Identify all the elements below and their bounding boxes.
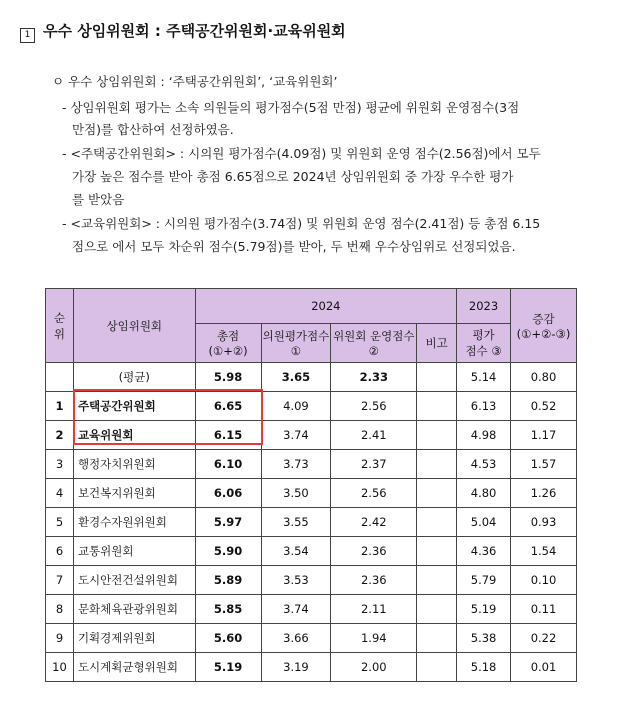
- committee-name-cell: 도시안전건설위원회: [73, 566, 195, 595]
- header-committee: 상임위원회: [73, 289, 195, 363]
- ops-score-cell: 1.94: [331, 624, 417, 653]
- score-2023-cell: 5.79: [457, 566, 511, 595]
- score-2023-cell: 6.13: [457, 392, 511, 421]
- committee-name-cell: 행정자치위원회: [73, 450, 195, 479]
- member-score-cell: 3.55: [261, 508, 331, 537]
- note-cell: [417, 421, 457, 450]
- change-cell: 1.54: [511, 537, 577, 566]
- total-cell: 6.15: [195, 421, 261, 450]
- change-cell: 0.11: [511, 595, 577, 624]
- section-title-text: 우수 상임위원회 : 주택공간위원회·교육위원회: [43, 22, 346, 40]
- member-score-cell: 3.50: [261, 479, 331, 508]
- total-cell: 5.90: [195, 537, 261, 566]
- paragraph-line: - <주택공간위원회> : 시의원 평가점수(4.09점) 및 위원회 운영 점수(2.56점)에서 모두: [62, 146, 541, 161]
- table-row: [46, 450, 577, 479]
- score-2023-cell: 5.38: [457, 624, 511, 653]
- total-cell: 5.85: [195, 595, 261, 624]
- change-cell: 0.52: [511, 392, 577, 421]
- committee-name-cell: 주택공간위원회: [73, 392, 195, 421]
- rank-cell: 2: [46, 421, 74, 450]
- member-score-cell: 3.73: [261, 450, 331, 479]
- table-row: [46, 595, 577, 624]
- change-cell: 0.10: [511, 566, 577, 595]
- member-score-cell: 3.74: [261, 595, 331, 624]
- header-2023: 2023: [457, 289, 511, 324]
- paragraph-line: 가장 높은 점수를 받아 총점 6.65점으로 2024년 상임위원회 중 가장 우수한 평가: [72, 169, 514, 184]
- committee-name-cell: 도시계획균형위원회: [73, 653, 195, 682]
- ops-score-cell: 2.36: [331, 537, 417, 566]
- header-ops-score: 위원회 운영점수 ②: [331, 324, 417, 363]
- score-2023-cell: 4.98: [457, 421, 511, 450]
- paragraph-line: 를 받았음: [72, 192, 125, 207]
- note-cell: [417, 363, 457, 392]
- change-cell: 0.80: [511, 363, 577, 392]
- paragraph-line: - 상임위원회 평가는 소속 의원들의 평가점수(5점 만점) 평균에 위원회 운영점수(3점: [62, 100, 520, 115]
- section-title: [20, 20, 346, 43]
- total-cell: 5.98: [195, 363, 261, 392]
- committee-name-cell: (평균): [73, 363, 195, 392]
- header-rank: 순 위: [46, 289, 74, 363]
- ops-score-cell: 2.33: [331, 363, 417, 392]
- rank-cell: 10: [46, 653, 74, 682]
- note-cell: [417, 566, 457, 595]
- paragraph-line: 만점)를 합산하여 선정하였음.: [72, 122, 234, 137]
- rank-cell: 7: [46, 566, 74, 595]
- member-score-cell: 3.65: [261, 363, 331, 392]
- score-2023-cell: 4.36: [457, 537, 511, 566]
- ops-score-cell: 2.00: [331, 653, 417, 682]
- total-cell: 5.97: [195, 508, 261, 537]
- ops-score-cell: 2.36: [331, 566, 417, 595]
- total-cell: 5.19: [195, 653, 261, 682]
- note-cell: [417, 537, 457, 566]
- rank-cell: 3: [46, 450, 74, 479]
- committee-name-cell: 환경수자원위원회: [73, 508, 195, 537]
- member-score-cell: 3.74: [261, 421, 331, 450]
- table-row: [46, 508, 577, 537]
- header-member-score: 의원평가점수 ①: [261, 324, 331, 363]
- total-cell: 6.06: [195, 479, 261, 508]
- committee-name-cell: 문화체육관광위원회: [73, 595, 195, 624]
- header-change: 증감 (①+②-③): [511, 289, 577, 363]
- table-row: [46, 624, 577, 653]
- score-2023-cell: 5.14: [457, 363, 511, 392]
- committee-name-cell: 교통위원회: [73, 537, 195, 566]
- summary-heading: ㅇ 우수 상임위원회 : ‘주택공간위원회’, ‘교육위원회’: [52, 74, 338, 89]
- header-2024: 2024: [195, 289, 456, 324]
- rank-cell: [46, 363, 74, 392]
- rank-cell: 6: [46, 537, 74, 566]
- score-2023-cell: 4.53: [457, 450, 511, 479]
- ops-score-cell: 2.37: [331, 450, 417, 479]
- change-cell: 1.17: [511, 421, 577, 450]
- average-row: [46, 363, 577, 392]
- member-score-cell: 3.19: [261, 653, 331, 682]
- total-cell: 5.60: [195, 624, 261, 653]
- ops-score-cell: 2.56: [331, 479, 417, 508]
- note-cell: [417, 479, 457, 508]
- committee-name-cell: 교육위원회: [73, 421, 195, 450]
- change-cell: 1.26: [511, 479, 577, 508]
- table-row: [46, 566, 577, 595]
- member-score-cell: 3.66: [261, 624, 331, 653]
- section-number-box: 1: [20, 28, 35, 43]
- score-2023-cell: 4.80: [457, 479, 511, 508]
- ops-score-cell: 2.41: [331, 421, 417, 450]
- note-cell: [417, 450, 457, 479]
- rank-cell: 1: [46, 392, 74, 421]
- rank-cell: 5: [46, 508, 74, 537]
- ops-score-cell: 2.42: [331, 508, 417, 537]
- total-cell: 6.65: [195, 392, 261, 421]
- score-2023-cell: 5.04: [457, 508, 511, 537]
- change-cell: 1.57: [511, 450, 577, 479]
- change-cell: 0.93: [511, 508, 577, 537]
- total-cell: 5.89: [195, 566, 261, 595]
- note-cell: [417, 624, 457, 653]
- rank-cell: 8: [46, 595, 74, 624]
- note-cell: [417, 595, 457, 624]
- committee-name-cell: 기획경제위원회: [73, 624, 195, 653]
- header-score-2023: 평가 점수 ③: [457, 324, 511, 363]
- header-total: 총점 (①+②): [195, 324, 261, 363]
- paragraph-line: 점으로 에서 모두 차순위 점수(5.79점)를 받아, 두 번째 우수상임위로 선정되었음.: [72, 239, 516, 254]
- rank-cell: 4: [46, 479, 74, 508]
- table-row: [46, 653, 577, 682]
- table-row: [46, 421, 577, 450]
- table-row: [46, 537, 577, 566]
- change-cell: 0.01: [511, 653, 577, 682]
- score-2023-cell: 5.19: [457, 595, 511, 624]
- note-cell: [417, 392, 457, 421]
- committee-name-cell: 보건복지위원회: [73, 479, 195, 508]
- member-score-cell: 4.09: [261, 392, 331, 421]
- paragraph-line: - <교육위원회> : 시의원 평가점수(3.74점) 및 위원회 운영 점수(2.41점) 등 총점 6.15: [62, 216, 541, 231]
- total-cell: 6.10: [195, 450, 261, 479]
- header-note: 비고: [417, 324, 457, 363]
- rank-cell: 9: [46, 624, 74, 653]
- note-cell: [417, 653, 457, 682]
- change-cell: 0.22: [511, 624, 577, 653]
- member-score-cell: 3.54: [261, 537, 331, 566]
- ops-score-cell: 2.56: [331, 392, 417, 421]
- committee-score-table: [45, 288, 577, 682]
- member-score-cell: 3.53: [261, 566, 331, 595]
- score-2023-cell: 5.18: [457, 653, 511, 682]
- table-row: [46, 479, 577, 508]
- note-cell: [417, 508, 457, 537]
- table-row: [46, 392, 577, 421]
- ops-score-cell: 2.11: [331, 595, 417, 624]
